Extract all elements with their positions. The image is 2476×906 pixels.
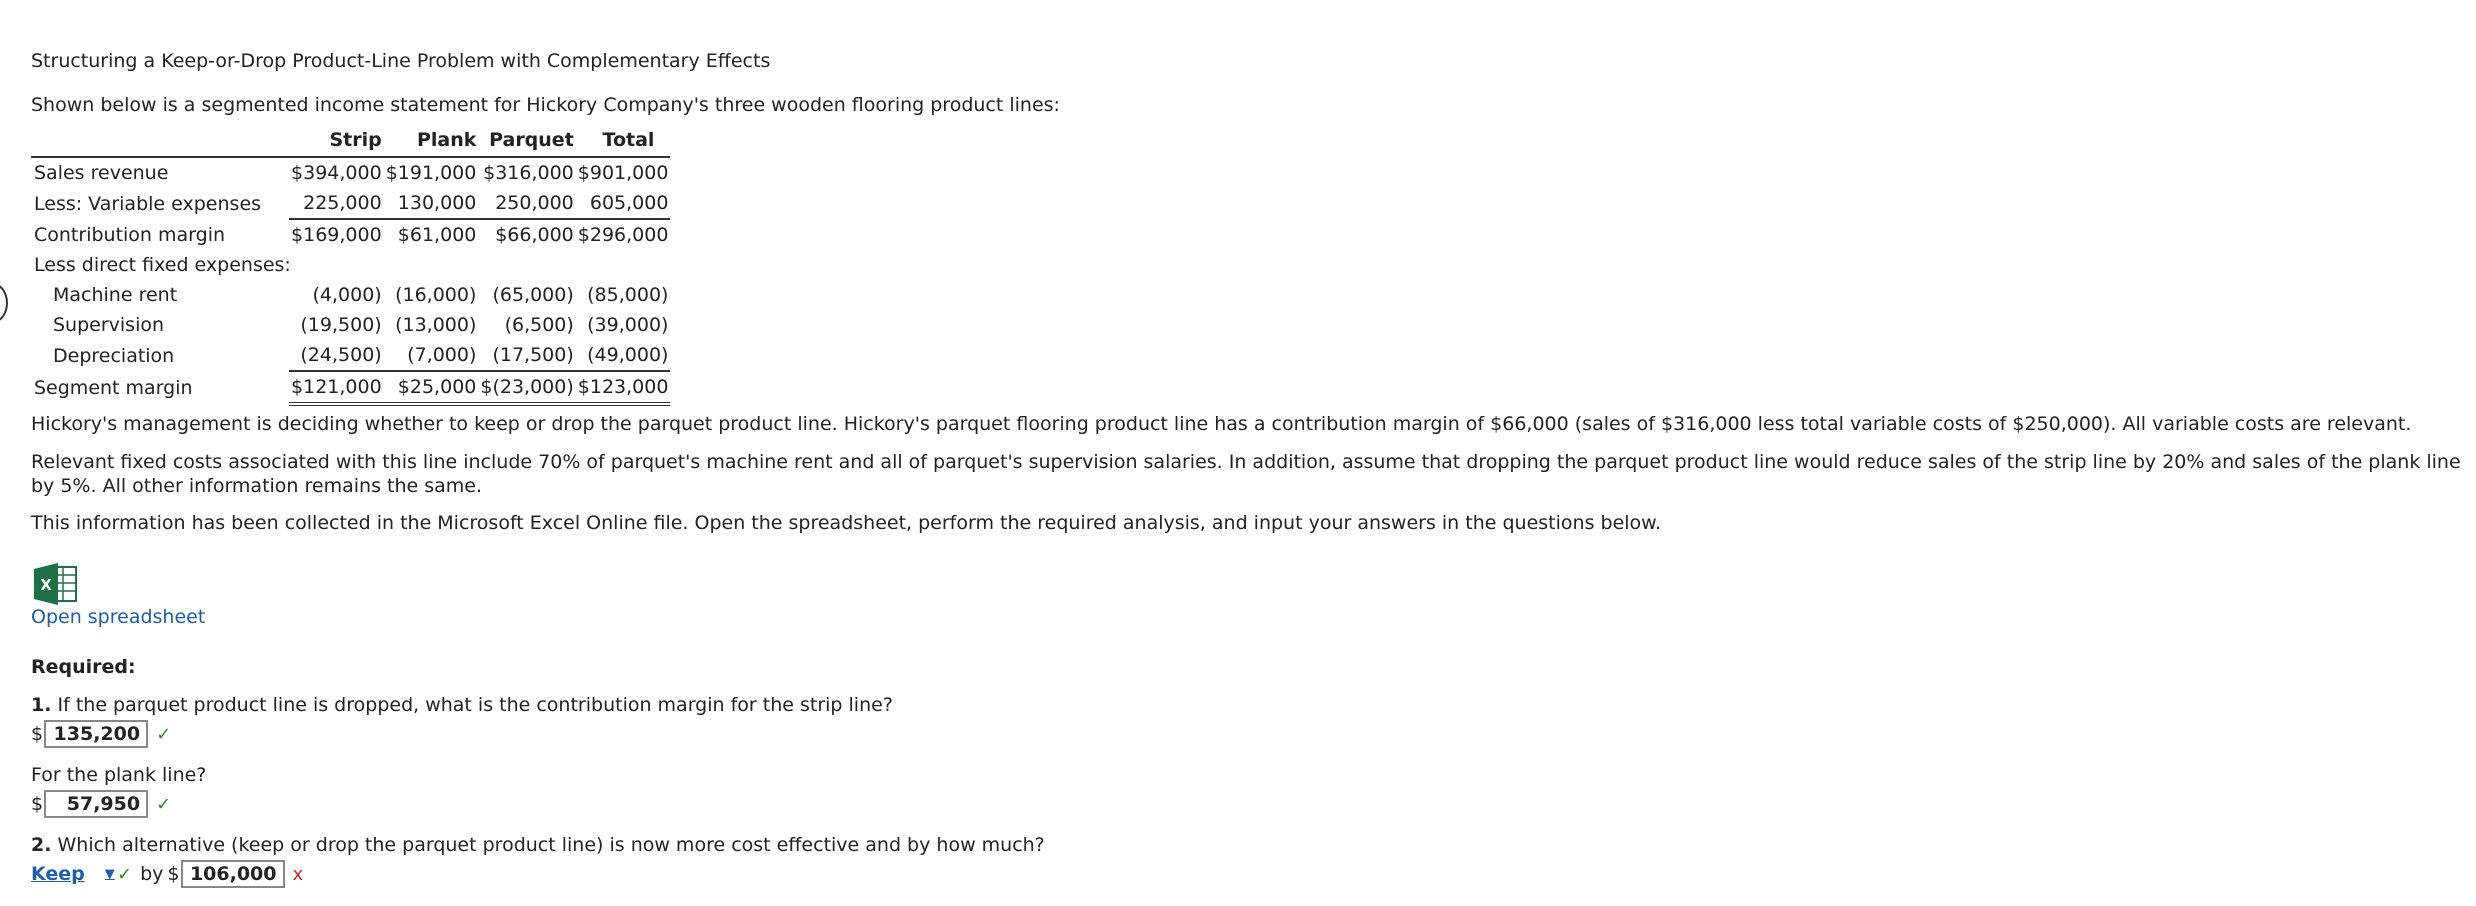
cell-total: 605,000 (576, 188, 671, 219)
row-label: Sales revenue (34, 162, 169, 184)
cell-parquet: $66,000 (495, 224, 574, 246)
cell-total: (85,000) (587, 284, 669, 306)
cell-parquet: 250,000 (478, 188, 575, 219)
answer-row-alternative (31, 858, 303, 890)
cell-plank: (13,000) (395, 314, 477, 336)
cell-parquet: (6,500) (504, 314, 574, 336)
table-row (31, 310, 670, 340)
currency-symbol: $ (31, 723, 44, 745)
table-row (31, 340, 670, 371)
table-row (31, 371, 670, 404)
paragraph-fixed-costs: Relevant fixed costs associated with this line include 70% of parquet's machine rent and all of parquet's supervision salaries. In addition, assume that dropping the parquet product line would reduce sales of the strip line by 20% and sales of the plank line by 5%. All other information remains the same. (31, 451, 2461, 497)
cell-plank: (16,000) (395, 284, 477, 306)
currency-symbol: $ (167, 863, 180, 885)
difference-input[interactable]: 106,000 (181, 860, 285, 888)
cell-strip: $169,000 (291, 224, 382, 246)
header-blank (31, 126, 289, 157)
table-row (31, 188, 670, 219)
cell-total: $901,000 (577, 162, 669, 184)
cell-total: (39,000) (587, 314, 669, 336)
row-label: Contribution margin (34, 223, 226, 246)
table-header-row (31, 126, 670, 157)
check-icon: ✓ (156, 793, 172, 815)
answer-row-plank (31, 788, 171, 820)
problem-title: Structuring a Keep-or-Drop Product-Line Problem with Complementary Effects (31, 50, 771, 72)
cell-plank: 130,000 (384, 188, 479, 219)
row-label: Less: Variable expenses (34, 192, 262, 215)
check-icon: ✓ (117, 863, 133, 885)
strip-cm-input[interactable]: 135,200 (44, 720, 148, 748)
question-1 (31, 694, 893, 716)
cell-plank: $61,000 (397, 224, 477, 246)
row-label: Depreciation (53, 344, 175, 367)
table-row (31, 219, 670, 250)
check-icon: ✓ (156, 723, 172, 745)
plank-cm-input[interactable]: 57,950 (44, 790, 148, 818)
income-statement-table (31, 126, 670, 406)
row-label: Segment margin (34, 376, 193, 399)
cell-parquet: (17,500) (478, 340, 575, 371)
paragraph-spreadsheet-info: This information has been collected in the Microsoft Excel Online file. Open the spreadsheet, perform the required analysis, and input your answers in the questions below. (31, 512, 1662, 534)
by-label: by (140, 863, 164, 885)
x-icon: x (292, 863, 304, 885)
table-row (31, 250, 670, 280)
table-row (31, 157, 670, 188)
cell-strip: (4,000) (312, 284, 382, 306)
cell-total: $123,000 (576, 371, 671, 404)
question-2-number: 2. (31, 834, 52, 856)
cell-strip: (19,500) (300, 314, 382, 336)
side-margin-marker (0, 283, 8, 323)
row-label: Supervision (53, 314, 165, 336)
cell-parquet: $316,000 (483, 162, 574, 184)
question-1-number: 1. (31, 694, 52, 716)
excel-icon[interactable] (32, 563, 78, 605)
row-label: Machine rent (53, 284, 178, 306)
question-1b-text: For the plank line? (31, 764, 207, 786)
column-strip: Strip (289, 126, 384, 157)
paragraph-decision: Hickory's management is deciding whether to keep or drop the parquet product line. Hickory's parquet flooring product line has a contribution margin of $66,000 (sales of $316,000 less total variable costs of $250,000). All variable costs are relevant. (31, 413, 2412, 435)
open-spreadsheet-link[interactable]: Open spreadsheet (31, 606, 206, 628)
cell-plank: (7,000) (384, 340, 479, 371)
question-1-text: If the parquet product line is dropped, what is the contribution margin for the strip line? (57, 694, 893, 716)
problem-intro: Shown below is a segmented income statement for Hickory Company's three wooden flooring product lines: (31, 94, 1060, 116)
keep-drop-select-value: Keep (31, 863, 85, 885)
column-parquet: Parquet (478, 126, 575, 157)
cell-parquet: $(23,000) (478, 371, 575, 404)
row-label: Less direct fixed expenses: (34, 254, 291, 276)
answer-row-strip (31, 718, 171, 750)
column-plank: Plank (384, 126, 479, 157)
cell-strip: $121,000 (289, 371, 384, 404)
cell-total: (49,000) (576, 340, 671, 371)
table-row (31, 280, 670, 310)
cell-strip: (24,500) (289, 340, 384, 371)
question-2-text: Which alternative (keep or drop the parquet product line) is now more cost effective and by how much? (57, 834, 1045, 856)
cell-plank: $25,000 (384, 371, 479, 404)
question-2 (31, 834, 1045, 856)
keep-drop-select[interactable] (31, 863, 113, 885)
required-heading: Required: (31, 656, 136, 678)
cell-parquet: (65,000) (492, 284, 574, 306)
svg-text:X: X (40, 576, 52, 594)
cell-strip: $394,000 (291, 162, 382, 184)
cell-plank: $191,000 (385, 162, 477, 184)
chevron-down-icon: ▼ (104, 866, 115, 882)
cell-strip: 225,000 (289, 188, 384, 219)
column-total: Total (576, 126, 671, 157)
currency-symbol: $ (31, 793, 44, 815)
cell-total: $296,000 (577, 224, 669, 246)
